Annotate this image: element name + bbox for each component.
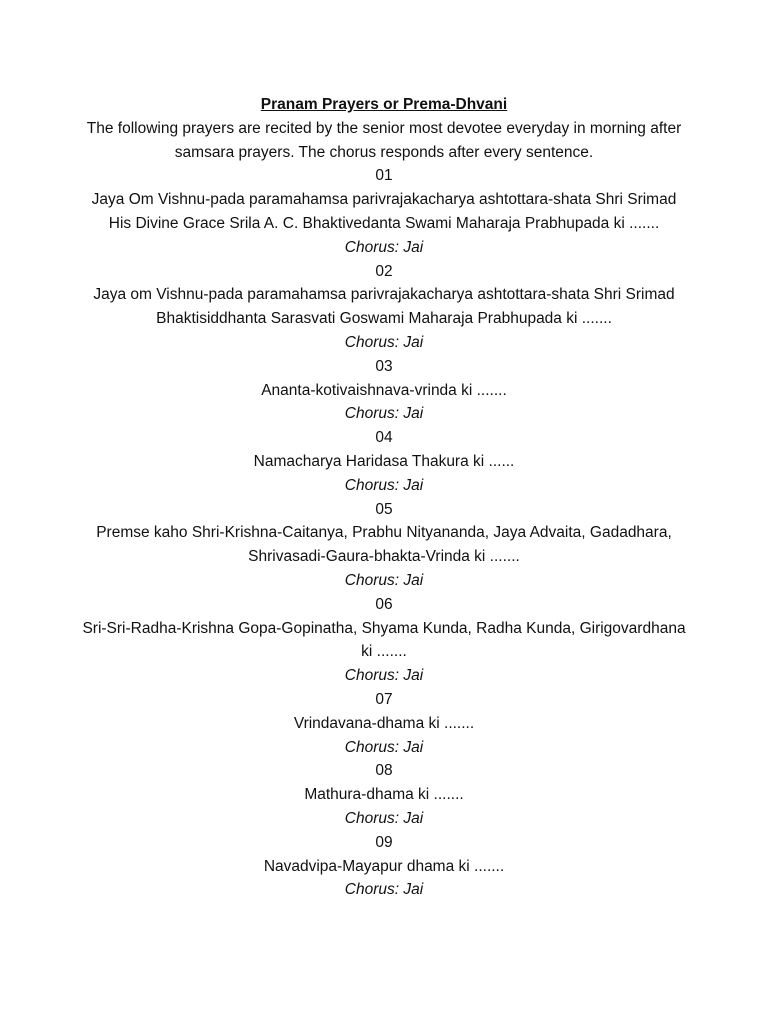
prayer-entry-05 (80, 498, 688, 593)
prayer-entry-06 (80, 593, 688, 688)
chorus-response: Chorus: Jai (344, 738, 424, 756)
chorus-response: Chorus: Jai (344, 333, 424, 351)
prayer-number: 03 (375, 357, 393, 375)
prayer-number: 06 (375, 595, 393, 613)
chorus-response: Chorus: Jai (344, 809, 424, 827)
document-body (80, 93, 688, 902)
chorus-response: Chorus: Jai (344, 238, 424, 256)
intro-paragraph: The following prayers are recited by the senior most devotee everyday in morning after samsara prayers. The chorus responds after every sentence. (86, 119, 682, 161)
prayer-entry-09 (80, 831, 688, 902)
chorus-response: Chorus: Jai (344, 571, 424, 589)
document-title: Pranam Prayers or Prema-Dhvani (260, 96, 508, 113)
prayer-number: 01 (375, 167, 393, 185)
prayer-entry-04 (80, 426, 688, 497)
prayer-text: Navadvipa-Mayapur dhama ki ....... (263, 857, 505, 875)
chorus-response: Chorus: Jai (344, 476, 424, 494)
prayer-number: 08 (375, 762, 393, 780)
prayer-number: 02 (375, 262, 393, 280)
prayer-entry-03 (80, 355, 688, 426)
prayer-text: Jaya Om Vishnu-pada paramahamsa parivrajakacharya ashtottara-shata Shri Srimad His Divine Grace Srila A. C. Bhaktivedanta Swami Maharaja Prabhupada ki ....... (91, 191, 677, 232)
prayer-entry-02 (80, 260, 688, 355)
prayer-text: Sri-Sri-Radha-Krishna Gopa-Gopinatha, Shyama Kunda, Radha Kunda, Girigovardhana ki ....... (82, 619, 686, 661)
prayer-entry-07 (80, 688, 688, 759)
prayer-number: 07 (375, 690, 393, 708)
chorus-response: Chorus: Jai (344, 667, 424, 685)
prayer-entry-01 (80, 164, 688, 259)
prayer-entry-08 (80, 759, 688, 830)
prayer-number: 05 (375, 500, 393, 518)
prayer-number: 04 (375, 429, 393, 447)
prayer-text: Jaya om Vishnu-pada paramahamsa parivrajakacharya ashtottara-shata Shri Srimad Bhaktisiddhanta Sarasvati Goswami Maharaja Prabhupada ki ....... (93, 286, 675, 328)
chorus-response: Chorus: Jai (344, 405, 424, 423)
prayer-text: Ananta-kotivaishnava-vrinda ki ....... (261, 381, 507, 399)
prayer-text: Mathura-dhama ki ....... (304, 786, 464, 804)
prayer-text: Premse kaho Shri-Krishna-Caitanya, Prabhu Nityananda, Jaya Advaita, Gadadhara, Shrivasadi-Gaura-bhakta-Vrinda ki ....... (96, 524, 672, 566)
prayer-number: 09 (375, 833, 393, 851)
prayer-text: Namacharya Haridasa Thakura ki ...... (253, 452, 515, 470)
prayer-text: Vrindavana-dhama ki ....... (293, 714, 475, 732)
chorus-response: Chorus: Jai (344, 881, 424, 899)
